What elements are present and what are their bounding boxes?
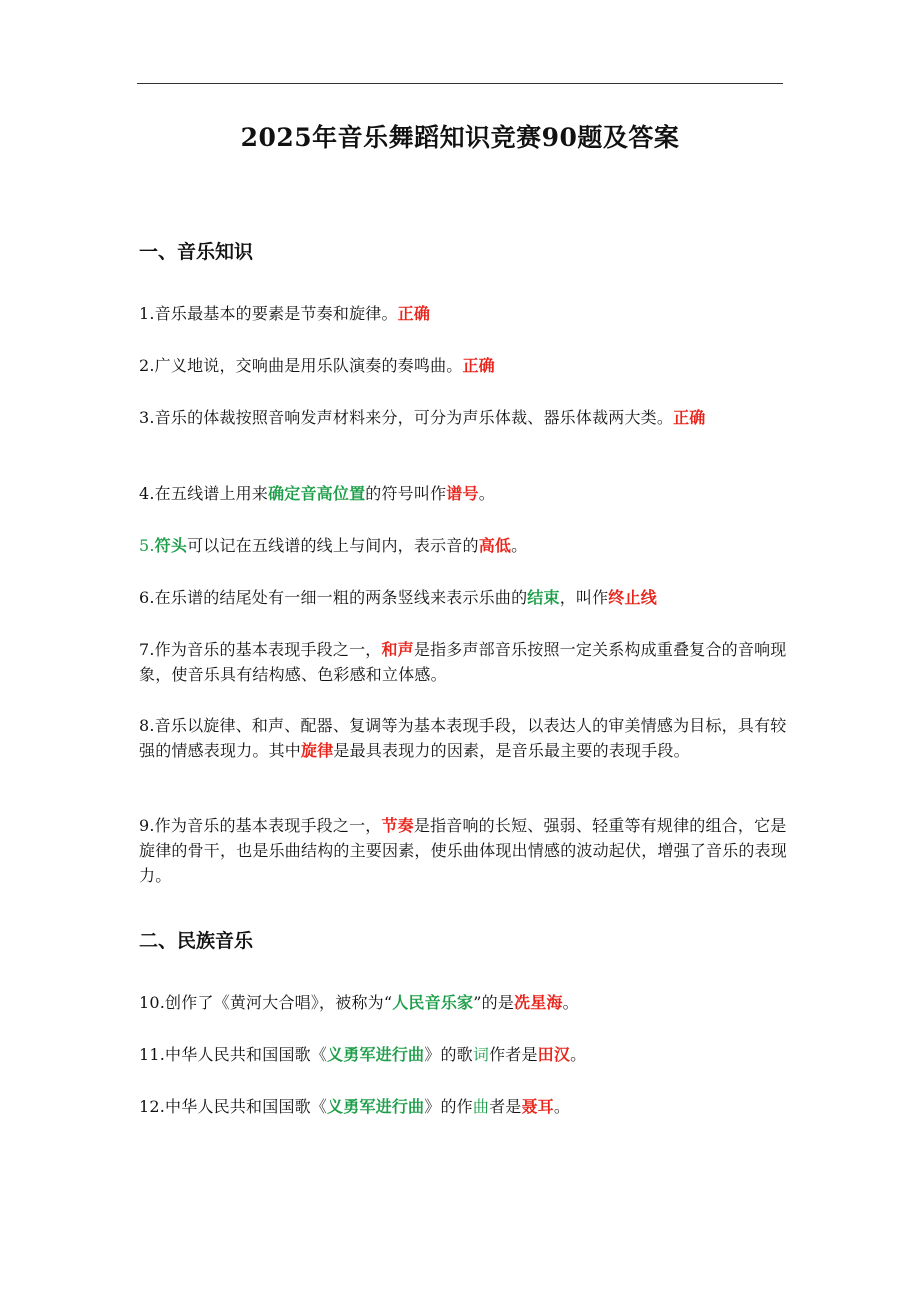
question-7 xyxy=(139,637,789,687)
question-text: 9.作为音乐的基本表现手段之一， xyxy=(139,816,382,835)
question-text: 作者是 xyxy=(489,1045,538,1064)
question-text: 是指音响的长短、强弱、轻重等有规律的组合，它是旋律的骨干，也是乐曲结构的主要因素，使乐曲体现出情感的波动起伏，增强了音乐的表现力。 xyxy=(139,816,788,885)
document-title: 2025年音乐舞蹈知识竞赛90题及答案 xyxy=(240,123,680,152)
answer: 终止线 xyxy=(608,588,657,607)
answer: 正确 xyxy=(673,408,706,427)
answer: 高低 xyxy=(478,536,512,555)
question-11 xyxy=(139,1042,789,1067)
question-8 xyxy=(139,713,789,763)
question-text: 5. xyxy=(139,536,155,555)
header-rule xyxy=(137,83,783,84)
highlight: 人民音乐家 xyxy=(392,993,474,1012)
question-9 xyxy=(139,813,789,888)
question-text: 》的作 xyxy=(424,1097,473,1116)
question-text: 》的歌 xyxy=(424,1045,473,1064)
answer: 正确 xyxy=(462,356,495,375)
question-text: 2.广义地说，交响曲是用乐队演奏的奏鸣曲。 xyxy=(139,356,463,375)
question-text: 8.音乐以旋律、和声、配器、复调等为基本表现手段，以表达人的审美情感为目标，具有较强的情感表现力。其中 xyxy=(139,716,787,760)
highlight: 义勇军进行曲 xyxy=(327,1097,425,1116)
answer: 节奏 xyxy=(381,816,414,835)
question-text: 7.作为音乐的基本表现手段之一， xyxy=(139,640,382,659)
section-heading-music-knowledge: 一、音乐知识 xyxy=(139,241,254,263)
highlight: 曲 xyxy=(472,1097,490,1116)
answer: 谱号 xyxy=(446,484,479,503)
question-text: 12.中华人民共和国国歌《 xyxy=(139,1097,328,1116)
question-text: 可以记在五线谱的线上与间内，表示音的 xyxy=(187,536,479,555)
question-text: 6.在乐谱的结尾处有一细一粗的两条竖线来表示乐曲的 xyxy=(139,588,528,607)
section-heading-folk-music: 二、民族音乐 xyxy=(139,930,254,952)
highlight: 结束 xyxy=(527,588,560,607)
highlight: 义勇军进行曲 xyxy=(327,1045,425,1064)
question-text: 。 xyxy=(570,1045,587,1064)
question-text: 是指多声部音乐按照一定关系构成重叠复合的音响现象，使音乐具有结构感、色彩感和立体感。 xyxy=(139,640,787,684)
question-10 xyxy=(139,990,789,1015)
question-text: 是最具表现力的因素，是音乐最主要的表现手段。 xyxy=(333,741,690,760)
question-text: 3.音乐的体裁按照音响发声材料来分，可分为声乐体裁、器乐体裁两大类。 xyxy=(139,408,674,427)
answer: 田汉 xyxy=(537,1045,571,1064)
highlight: 符头 xyxy=(154,536,188,555)
highlight: 词 xyxy=(472,1045,490,1064)
answer: 旋律 xyxy=(301,741,334,760)
highlight: 确定音高位置 xyxy=(268,484,366,503)
answer: 聂耳 xyxy=(521,1097,554,1116)
question-text: 。 xyxy=(562,993,579,1012)
question-text: 者是 xyxy=(489,1097,522,1116)
answer: 冼星海 xyxy=(514,993,563,1012)
question-text: ，叫作 xyxy=(559,588,609,607)
question-1 xyxy=(139,301,789,326)
question-12 xyxy=(139,1094,789,1119)
question-text: ”的是 xyxy=(473,993,515,1012)
answer: 和声 xyxy=(381,640,414,659)
answer: 正确 xyxy=(397,304,431,323)
question-5 xyxy=(139,533,789,558)
question-3 xyxy=(139,405,789,430)
question-text: 。 xyxy=(478,484,495,503)
question-2 xyxy=(139,353,789,378)
question-text: 4.在五线谱上用来 xyxy=(139,484,269,503)
question-4 xyxy=(139,481,789,506)
question-6 xyxy=(139,585,789,610)
question-text: 1.音乐最基本的要素是节奏和旋律。 xyxy=(139,304,398,323)
question-text: 。 xyxy=(511,536,528,555)
question-text: 。 xyxy=(553,1097,571,1116)
question-text: 的符号叫作 xyxy=(365,484,447,503)
question-text: 11.中华人民共和国国歌《 xyxy=(139,1045,328,1064)
question-text: 10.创作了《黄河大合唱》，被称为“ xyxy=(139,993,393,1012)
